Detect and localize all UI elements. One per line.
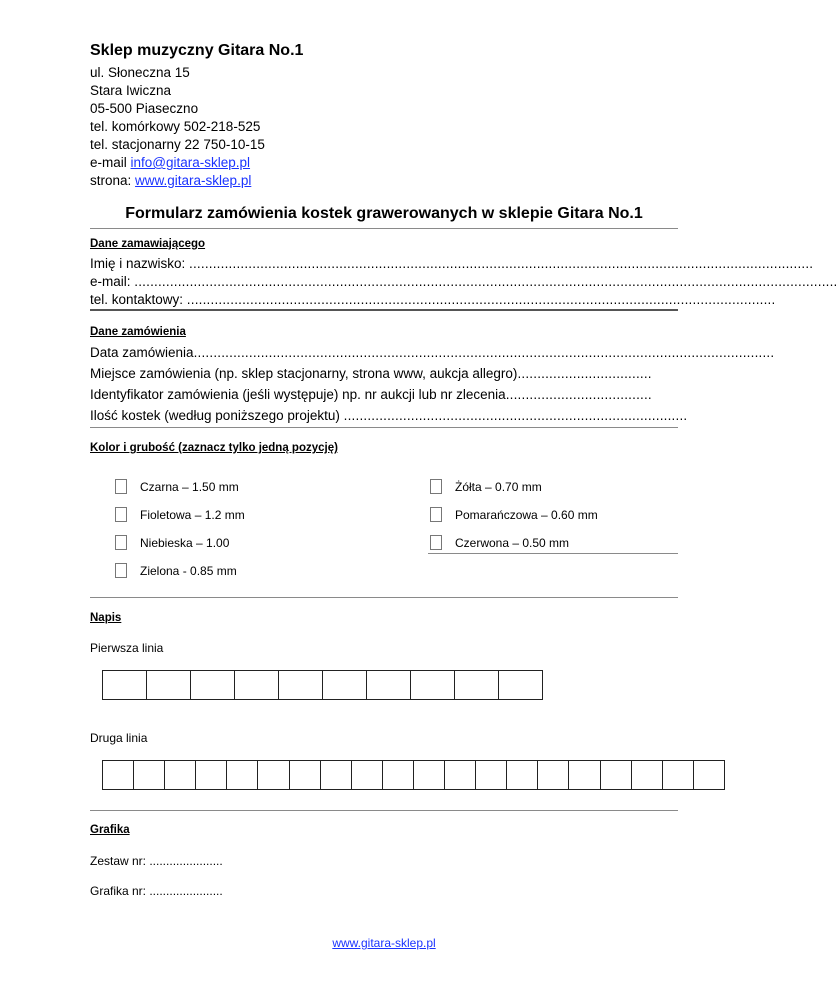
letter-cell[interactable] <box>321 761 352 789</box>
option-czarna[interactable] <box>115 479 239 494</box>
website-line <box>90 172 251 190</box>
option-fioletowa[interactable] <box>115 507 245 522</box>
letter-cell[interactable] <box>191 671 235 699</box>
option-label: Żółta – 0.70 mm <box>455 479 542 494</box>
letter-cell[interactable] <box>601 761 632 789</box>
letter-cell[interactable] <box>499 671 542 699</box>
order-qty-field[interactable]: Ilość kostek (według poniższego projektu) ....................................................................................... <box>90 408 688 423</box>
name-label: Imię i nazwisko: <box>90 256 190 271</box>
checkbox[interactable] <box>115 563 127 578</box>
letter-cell[interactable] <box>569 761 600 789</box>
customer-heading: Dane zamawiającego <box>90 238 206 250</box>
divider <box>90 427 678 428</box>
option-label: Niebieska – 1.00 <box>140 535 230 550</box>
checkbox[interactable] <box>115 535 127 550</box>
letter-cell[interactable] <box>134 761 165 789</box>
letter-cell[interactable] <box>632 761 663 789</box>
graphics-heading: Grafika <box>90 824 130 836</box>
letter-cell[interactable] <box>279 671 323 699</box>
letter-cell[interactable] <box>414 761 445 789</box>
letter-cell[interactable] <box>147 671 191 699</box>
order-heading: Dane zamówienia <box>90 326 186 338</box>
graphic-number-field[interactable]: Grafika nr: ...................... <box>90 884 223 898</box>
order-id-label: Identyfikator zamówienia (jeśli występuje) np. nr aukcji lub nr zlecenia <box>90 387 506 402</box>
letter-cell[interactable] <box>290 761 321 789</box>
option-zolta[interactable] <box>430 479 542 494</box>
letter-cell[interactable] <box>352 761 383 789</box>
letter-cell[interactable] <box>538 761 569 789</box>
line2-label: Druga linia <box>90 731 148 745</box>
letter-cell[interactable] <box>476 761 507 789</box>
phone-mobile: tel. komórkowy 502-218-525 <box>90 119 261 134</box>
address-town: Stara Iwiczna <box>90 83 172 98</box>
order-date-field[interactable]: Data zamówienia................................................................................................................................................... <box>90 345 775 360</box>
option-label: Czarna – 1.50 mm <box>140 479 239 494</box>
checkbox[interactable] <box>115 507 127 522</box>
letter-cell[interactable] <box>323 671 367 699</box>
checkbox[interactable] <box>430 479 442 494</box>
letter-cell[interactable] <box>694 761 724 789</box>
set-number-field[interactable]: Zestaw nr: ...................... <box>90 854 223 868</box>
address-street: ul. Słoneczna 15 <box>90 65 190 80</box>
divider <box>90 309 678 311</box>
letter-cell[interactable] <box>227 761 258 789</box>
line1-label: Pierwsza linia <box>90 641 164 655</box>
divider <box>90 597 678 598</box>
order-id-field[interactable]: Identyfikator zamówienia (jeśli występuje) np. nr aukcji lub nr zlecenia..................................... <box>90 387 652 402</box>
letter-cell[interactable] <box>165 761 196 789</box>
letter-cell[interactable] <box>103 671 147 699</box>
option-czerwona[interactable] <box>430 535 569 550</box>
line1-grid <box>102 670 543 700</box>
phone-landline: tel. stacjonarny 22 750-10-15 <box>90 137 265 152</box>
address-postcode: 05-500 Piaseczno <box>90 101 199 116</box>
email-field-label: e-mail: <box>90 274 135 289</box>
website-link[interactable]: www.gitara-sklep.pl <box>135 173 252 188</box>
order-qty-label: Ilość kostek (według poniższego projektu) <box>90 408 344 423</box>
order-place-field[interactable]: Miejsce zamówienia (np. sklep stacjonarny, strona www, aukcja allegro).................................. <box>90 366 652 381</box>
email-line <box>90 154 250 172</box>
letter-cell[interactable] <box>235 671 279 699</box>
divider <box>428 553 678 554</box>
option-pomaranczowa[interactable] <box>430 507 598 522</box>
checkbox[interactable] <box>115 479 127 494</box>
option-label: Zielona - 0.85 mm <box>140 563 237 578</box>
form-title: Formularz zamówienia kostek grawerowanych w sklepie Gitara No.1 <box>125 205 643 222</box>
email-label: e-mail <box>90 155 131 170</box>
letter-cell[interactable] <box>367 671 411 699</box>
line2-grid <box>102 760 725 790</box>
name-field[interactable]: Imię i nazwisko: .............................................................................................................................................................. <box>90 256 814 271</box>
option-label: Pomarańczowa – 0.60 mm <box>455 507 598 522</box>
footer <box>0 936 768 950</box>
order-date-label: Data zamówienia <box>90 345 194 360</box>
letter-cell[interactable] <box>103 761 134 789</box>
letter-cell[interactable] <box>411 671 455 699</box>
shop-name: Sklep muzyczny Gitara No.1 <box>90 42 304 59</box>
option-label: Czerwona – 0.50 mm <box>455 535 570 550</box>
color-heading: Kolor i grubość (zaznacz tylko jedną pozycję) <box>90 442 338 454</box>
divider <box>90 810 678 811</box>
email-link[interactable]: info@gitara-sklep.pl <box>130 155 251 170</box>
footer-link[interactable]: www.gitara-sklep.pl <box>332 936 436 950</box>
option-zielona[interactable] <box>115 563 237 578</box>
divider <box>90 228 678 229</box>
letter-cell[interactable] <box>196 761 227 789</box>
letter-cell[interactable] <box>663 761 694 789</box>
option-niebieska[interactable] <box>115 535 229 550</box>
letter-cell[interactable] <box>383 761 414 789</box>
phone-field[interactable]: tel. kontaktowy: ..................................................................................................................................................... <box>90 292 776 307</box>
letter-cell[interactable] <box>258 761 289 789</box>
order-place-label: Miejsce zamówienia (np. sklep stacjonarny, strona www, aukcja allegro) <box>90 366 518 381</box>
website-label: strona: <box>90 173 136 188</box>
email-field[interactable]: e-mail: .................................................................................................................................................................................. <box>90 274 838 289</box>
checkbox[interactable] <box>430 535 442 550</box>
option-label: Fioletowa – 1.2 mm <box>140 507 245 522</box>
letter-cell[interactable] <box>445 761 476 789</box>
letter-cell[interactable] <box>507 761 538 789</box>
letter-cell[interactable] <box>455 671 499 699</box>
checkbox[interactable] <box>430 507 442 522</box>
inscription-heading: Napis <box>90 612 122 624</box>
phone-field-label: tel. kontaktowy: <box>90 292 187 307</box>
